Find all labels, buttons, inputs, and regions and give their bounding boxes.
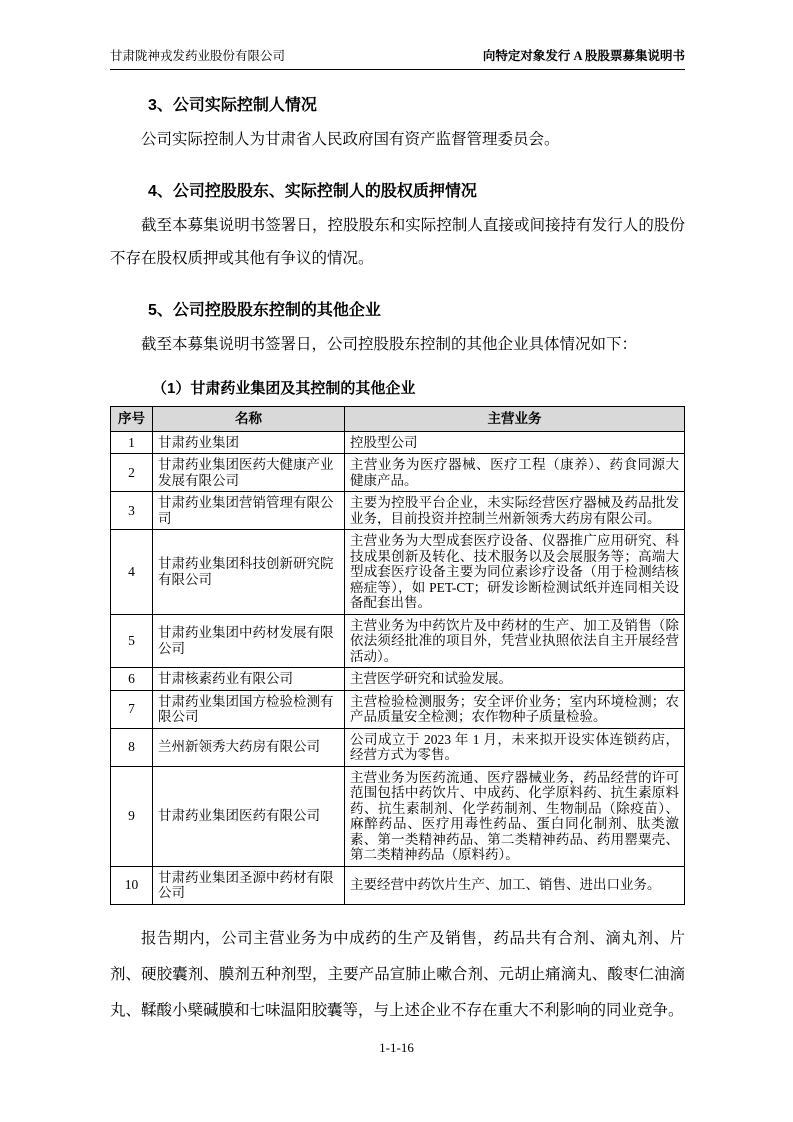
header-company-name: 甘肃陇神戎发药业股份有限公司	[110, 49, 286, 63]
main-business-cell: 主营业务为大型成套医疗设备、仪器推广应用研究、科技成果创新及转化、技术服务以及会展服务等；高端大型成套医疗设备主要为同位素诊疗设备（用于检测结核癌症等），如 PET-CT；研发诊断检测试纸并连同相关设备配套出售。	[345, 530, 685, 615]
section-3-paragraph: 公司实际控制人为甘肃省人民政府国有资产监督管理委员会。	[141, 131, 560, 148]
column-header-serial-number: 序号	[111, 407, 153, 432]
main-business-cell: 主营业务为医疗器械、医疗工程（康养）、药食同源大健康产品。	[345, 454, 685, 492]
table-row	[111, 530, 685, 615]
table-row	[111, 668, 685, 691]
serial-number-cell: 6	[111, 668, 153, 691]
company-name-cell: 甘肃药业集团中药材发展有限公司	[153, 614, 345, 668]
column-header-company-name: 名称	[153, 407, 345, 432]
serial-number-cell: 9	[111, 766, 153, 866]
serial-number-cell: 7	[111, 690, 153, 728]
serial-number-cell: 3	[111, 492, 153, 530]
main-business-cell: 主要经营中药饮片生产、加工、销售、进出口业务。	[345, 866, 685, 904]
company-name-cell: 甘肃药业集团国方检验检测有限公司	[153, 690, 345, 728]
main-business-cell: 控股型公司	[345, 431, 685, 454]
company-name-cell: 兰州新领秀大药房有限公司	[153, 728, 345, 766]
section-5-paragraph: 截至本募集说明书签署日，公司控股股东控制的其他企业具体情况如下：	[141, 336, 638, 353]
company-name-cell: 甘肃药业集团	[153, 431, 345, 454]
page-number: 1-1-16	[379, 1040, 414, 1055]
table-row	[111, 866, 685, 904]
section-4-heading: 4、公司控股股东、实际控制人的股权质押情况	[148, 183, 477, 200]
table-header-row	[111, 407, 685, 432]
serial-number-cell: 2	[111, 454, 153, 492]
company-name-cell: 甘肃药业集团科技创新研究院有限公司	[153, 530, 345, 615]
main-business-cell: 主营业务为中药饮片及中药材的生产、加工及销售（除依法须经批准的项目外，凭营业执照依法自主开展经营活动）。	[345, 614, 685, 668]
table-row	[111, 431, 685, 454]
column-header-main-business: 主营业务	[345, 407, 685, 432]
main-business-cell: 主营医学研究和试验发展。	[345, 668, 685, 691]
section-5-heading: 5、公司控股股东控制的其他企业	[148, 302, 381, 319]
table-row	[111, 454, 685, 492]
page-header	[110, 46, 685, 70]
table-row	[111, 690, 685, 728]
closing-paragraph: 报告期内，公司主营业务为中成药的生产及销售，药品共有合剂、滴丸剂、片剂、硬胶囊剂、膜剂五种剂型，主要产品宣肺止嗽合剂、元胡止痛滴丸、酸枣仁油滴丸、鞣酸小檗碱膜和七味温阳胶囊等，与上述企业不存在重大不利影响的同业竞争。	[110, 929, 685, 1019]
subsection-1-heading: （1）甘肃药业集团及其控制的其他企业	[152, 380, 416, 397]
table-row	[111, 492, 685, 530]
section-4-paragraph: 截至本募集说明书签署日，控股股东和实际控制人直接或间接持有发行人的股份不存在股权质押或其他有争议的情况。	[110, 217, 685, 267]
main-business-cell: 公司成立于 2023 年 1 月，未来拟开设实体连锁药店，经营方式为零售。	[345, 728, 685, 766]
table-row	[111, 728, 685, 766]
serial-number-cell: 8	[111, 728, 153, 766]
main-business-cell: 主营检验检测服务；安全评价业务；室内环境检测；农产品质量安全检测；农作物种子质量检验。	[345, 690, 685, 728]
section-3-heading: 3、公司实际控制人情况	[148, 97, 317, 114]
table-body	[111, 431, 685, 904]
serial-number-cell: 10	[111, 866, 153, 904]
main-business-cell: 主要为控股平台企业，未实际经营医疗器械及药品批发业务，目前投资并控制兰州新领秀大药房有限公司。	[345, 492, 685, 530]
company-name-cell: 甘肃核素药业有限公司	[153, 668, 345, 691]
subsidiaries-table	[110, 406, 685, 905]
serial-number-cell: 5	[111, 614, 153, 668]
table-row	[111, 614, 685, 668]
company-name-cell: 甘肃药业集团营销管理有限公司	[153, 492, 345, 530]
table-row	[111, 766, 685, 866]
company-name-cell: 甘肃药业集团圣源中药材有限公司	[153, 866, 345, 904]
serial-number-cell: 4	[111, 530, 153, 615]
serial-number-cell: 1	[111, 431, 153, 454]
main-business-cell: 主营业务为医药流通、医疗器械业务，药品经营的许可范围包括中药饮片、中成药、化学原料药、抗生素原料药、抗生素制剂、化学药制剂、生物制品（除疫苗）、麻醉药品、医疗用毒性药品、蛋白同化制剂、肽类激素、第一类精神药品、第二类精神药品、药用罂粟壳、第二类精神药品（原料药）。	[345, 766, 685, 866]
company-name-cell: 甘肃药业集团医药有限公司	[153, 766, 345, 866]
header-doc-title: 向特定对象发行 A 股股票募集说明书	[482, 49, 685, 63]
company-name-cell: 甘肃药业集团医药大健康产业发展有限公司	[153, 454, 345, 492]
